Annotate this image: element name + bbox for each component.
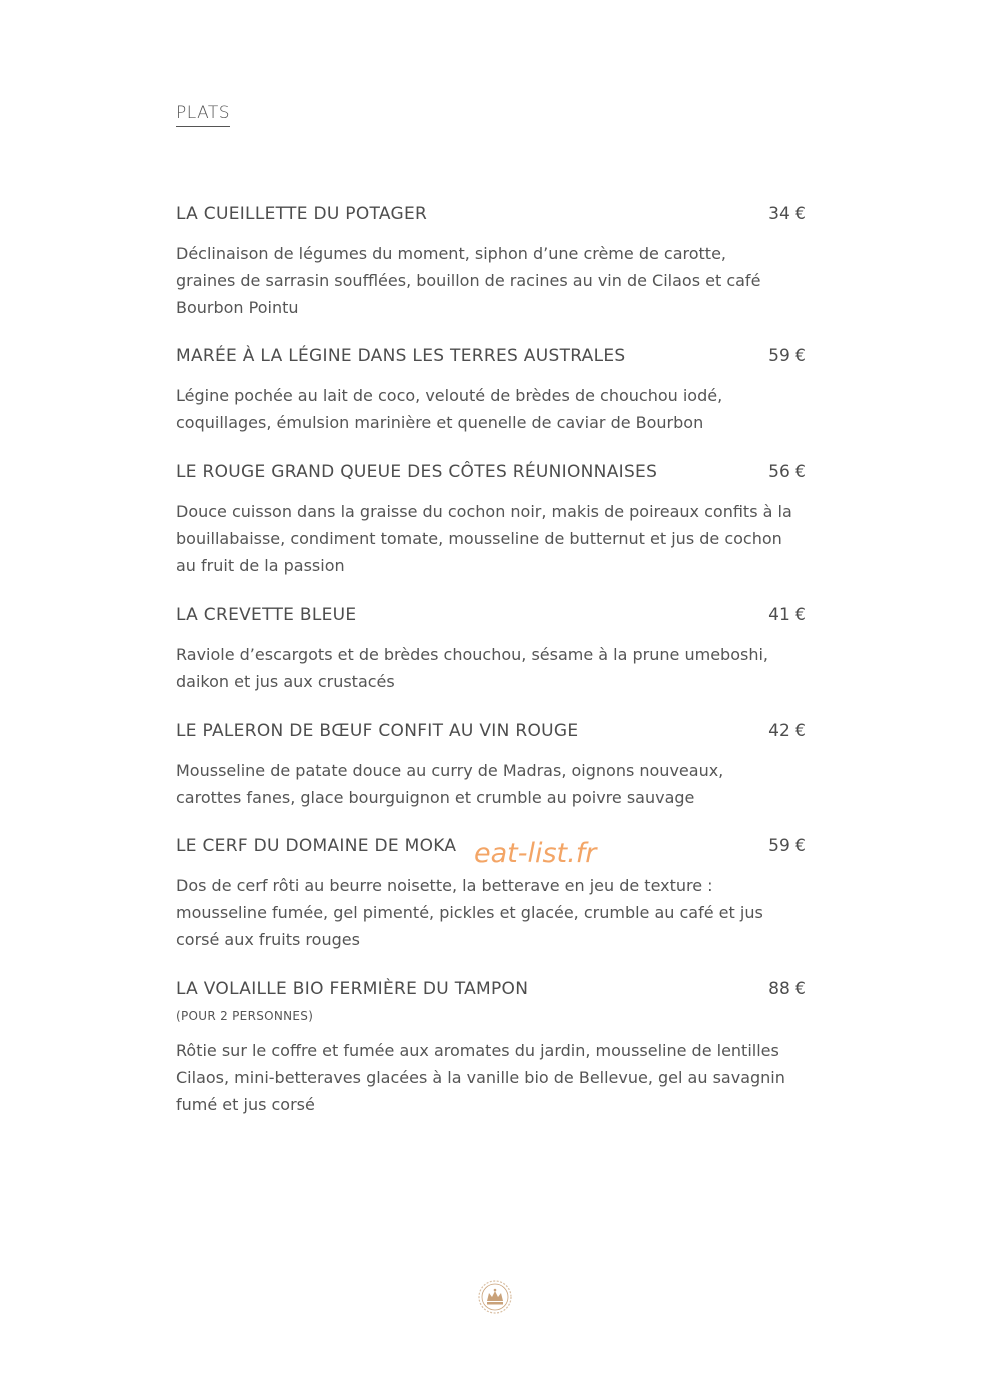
dish-description: Légine pochée au lait de coco, velouté de brèdes de chouchou iodé, coquillages, émulsion marinière et quenelle de caviar de Bourbon [176,386,723,432]
dish-header [176,204,816,228]
dish-price: 59 € [768,836,806,856]
dish-name: LE CERF DU DOMAINE DE MOKA [176,836,457,856]
dish-name: LA CUEILLETTE DU POTAGER [176,204,428,224]
dish-item [176,605,816,695]
dish-note: (POUR 2 PERSONNES) [176,1009,314,1023]
dish-name: MARÉE À LA LÉGINE DANS LES TERRES AUSTRALES [176,346,626,366]
dish-description: Rôtie sur le coffre et fumée aux aromates du jardin, mousseline de lentilles Cilaos, mini-betteraves glacées à la vanille bio de Bellevue, gel au savagnin fumé et jus corsé [176,1041,785,1114]
dish-name: LE ROUGE GRAND QUEUE DES CÔTES RÉUNIONNAISES [176,462,658,482]
dish-item [176,462,816,579]
dish-price: 42 € [768,721,806,741]
dish-price: 88 € [768,979,806,999]
section-title: PLATS [176,103,230,127]
dish-name: LE PALERON DE BŒUF CONFIT AU VIN ROUGE [176,721,579,741]
dish-description: Douce cuisson dans la graisse du cochon noir, makis de poireaux confits à la bouillabaisse, condiment tomate, mousseline de butternut et jus de cochon au fruit de la passion [176,502,792,575]
dish-name: LA CREVETTE BLEUE [176,605,357,625]
dish-item [176,979,816,1118]
dish-item [176,346,816,436]
dish-price: 41 € [768,605,806,625]
watermark: eat-list.fr [474,838,597,869]
crest-logo-icon [478,1280,512,1314]
dish-description: Déclinaison de légumes du moment, siphon d’une crème de carotte, graines de sarrasin soufflées, bouillon de racines au vin de Cilaos et café Bourbon Pointu [176,244,761,317]
dish-price: 56 € [768,462,806,482]
dish-header [176,979,816,1003]
dish-description: Dos de cerf rôti au beurre noisette, la betterave en jeu de texture : mousseline fumée, gel pimenté, pickles et glacée, crumble au café et jus corsé aux fruits rouges [176,876,763,949]
dish-price: 59 € [768,346,806,366]
dish-header [176,605,816,629]
dish-description: Mousseline de patate douce au curry de Madras, oignons nouveaux, carottes fanes, glace bourguignon et crumble au poivre sauvage [176,761,724,807]
dish-item [176,204,816,321]
dish-description: Raviole d’escargots et de brèdes chouchou, sésame à la prune umeboshi, daikon et jus aux crustacés [176,645,768,691]
dish-header [176,346,816,370]
dish-header [176,462,816,486]
dish-name: LA VOLAILLE BIO FERMIÈRE DU TAMPON [176,979,529,999]
dish-item [176,721,816,811]
dish-price: 34 € [768,204,806,224]
dish-header [176,721,816,745]
